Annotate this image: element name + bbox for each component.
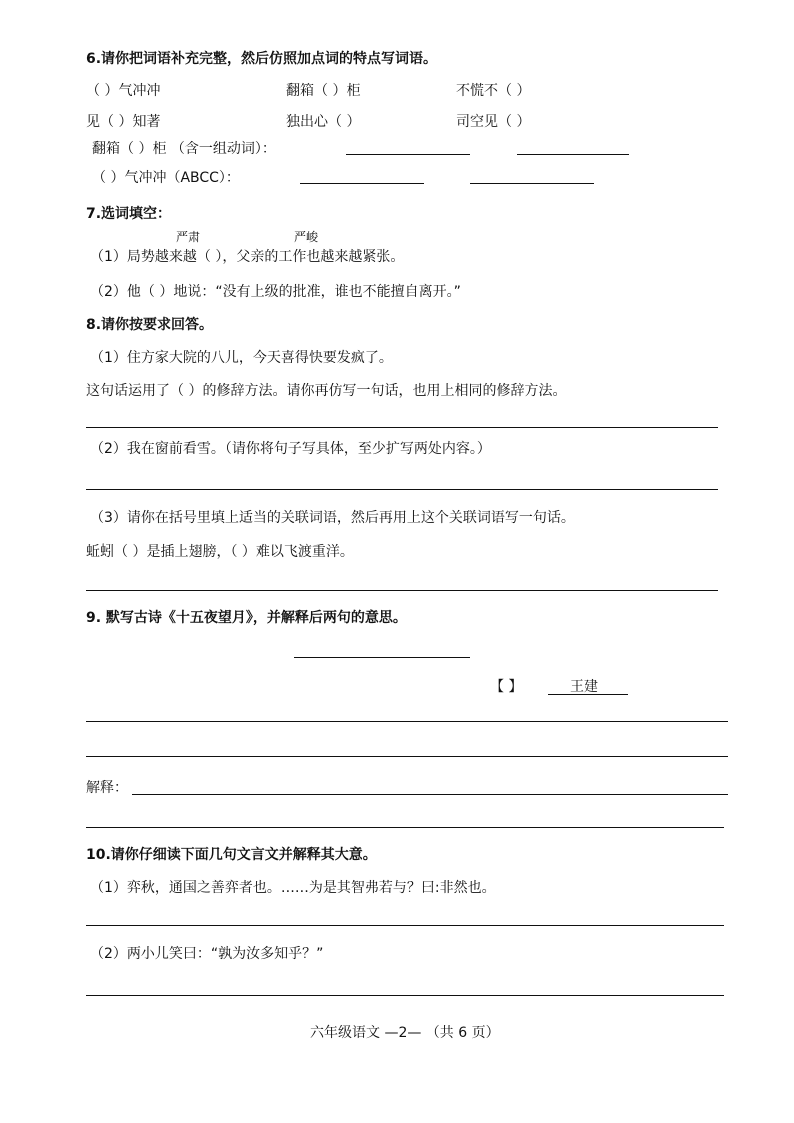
- q9-title: 9. 默写古诗《十五夜望月》，并解释后两句的意思。: [86, 610, 407, 626]
- q8-title: 8.请你按要求回答。: [86, 317, 214, 333]
- explain-line[interactable]: [132, 794, 728, 795]
- q7-word-1: 严肃: [176, 230, 201, 244]
- q6-item-2: 翻箱（ ）柜: [286, 83, 361, 99]
- q6-example-2-label: （ ）气冲冲（ABCC）：: [92, 170, 240, 186]
- answer-line[interactable]: [86, 995, 724, 996]
- poem-line[interactable]: [86, 756, 728, 757]
- q6-title: 6.请你把词语补充完整，然后仿照加点词的特点写词语。: [86, 51, 438, 67]
- q6-item-4: 见（ ）知著: [86, 114, 161, 130]
- q8-part-1: （1）住方家大院的八儿，今天喜得快要发疯了。: [90, 350, 393, 366]
- q7-title: 7.选词填空：: [86, 206, 172, 222]
- poem-line[interactable]: [86, 721, 728, 722]
- q10-sentence-2: （2）两小儿笑曰：“孰为汝多知乎？”: [90, 946, 324, 962]
- page-footer: 六年级语文 —2— （共 6 页）: [310, 1025, 500, 1041]
- q8-part-3: （3）请你在括号里填上适当的关联词语，然后再用上这个关联词语写一句话。: [90, 510, 575, 526]
- q9-dynasty-bracket: 【 】: [490, 679, 523, 695]
- q6-item-3: 不慌不（ ）: [456, 83, 531, 99]
- answer-line[interactable]: [86, 925, 724, 926]
- q9-author: 王建: [570, 679, 598, 695]
- answer-line[interactable]: [86, 590, 718, 591]
- q7-sentence-1: （1）局势越来越（ ），父亲的工作也越来越紧张。: [90, 249, 405, 265]
- q8-part-1-question: 这句话运用了（ ）的修辞方法。请你再仿写一句话，也用上相同的修辞方法。: [86, 383, 567, 399]
- q9-explain-label: 解释：: [86, 780, 128, 796]
- q7-word-2: 严峻: [294, 230, 319, 244]
- answer-line[interactable]: [86, 489, 718, 490]
- q10-sentence-1: （1）弈秋，通国之善弈者也。……为是其智弗若与？曰:非然也。: [90, 880, 496, 896]
- q8-part-3-sentence: 蚯蚓（ ）是插上翅膀，（ ）难以飞渡重洋。: [86, 544, 354, 560]
- answer-line[interactable]: [346, 154, 470, 155]
- explain-line[interactable]: [86, 827, 724, 828]
- q10-title: 10.请你仔细读下面几句文言文并解释其大意。: [86, 847, 377, 863]
- answer-line[interactable]: [517, 154, 629, 155]
- poem-title-line[interactable]: [294, 657, 470, 658]
- answer-line[interactable]: [86, 427, 718, 428]
- q6-item-5: 独出心（ ）: [286, 114, 361, 130]
- answer-line[interactable]: [470, 183, 594, 184]
- q6-item-1: （ ）气冲冲: [86, 83, 161, 99]
- q7-sentence-2: （2）他（ ）地说：“没有上级的批准，谁也不能擅自离开。”: [90, 284, 461, 300]
- q8-part-2: （2）我在窗前看雪。（请你将句子写具体，至少扩写两处内容。）: [90, 441, 491, 457]
- q6-item-6: 司空见（ ）: [456, 114, 531, 130]
- author-underline: [548, 694, 628, 695]
- answer-line[interactable]: [300, 183, 424, 184]
- q6-example-1-label: 翻箱（ ）柜 （含一组动词）：: [92, 141, 276, 157]
